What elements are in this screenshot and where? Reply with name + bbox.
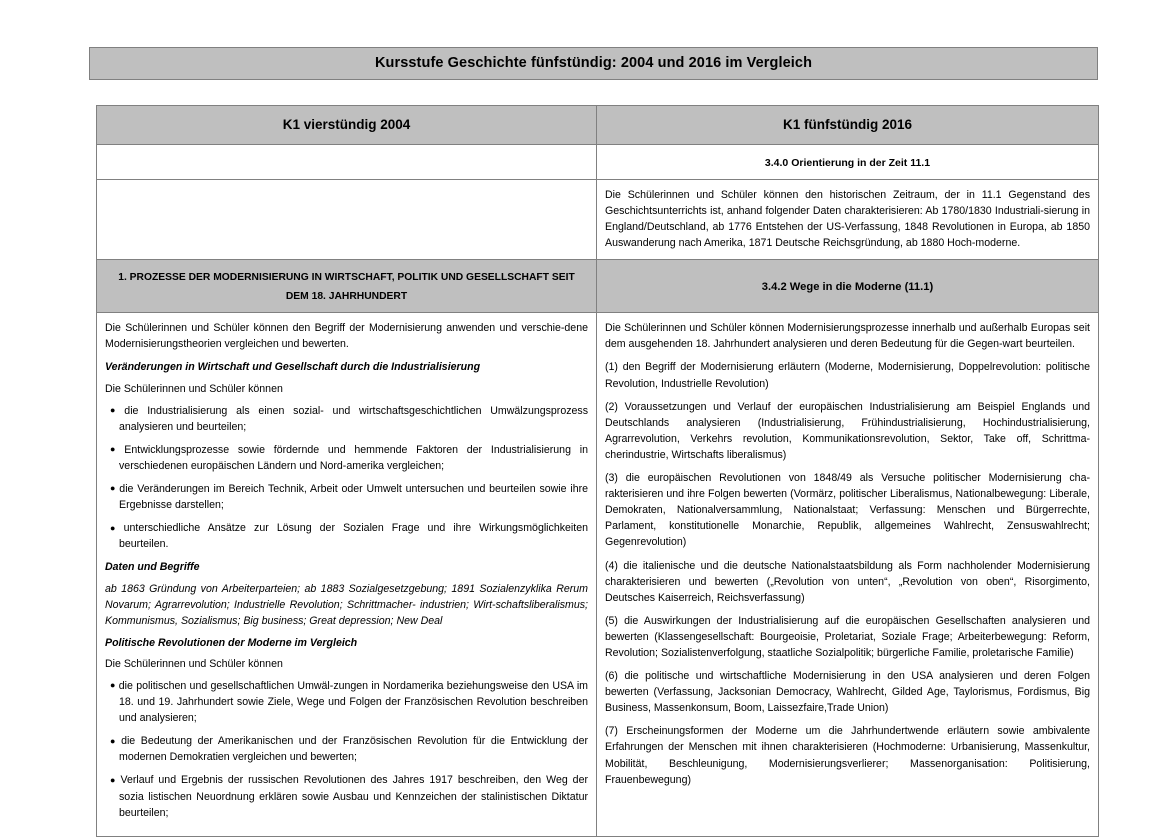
- left-bullet-1-text: die Industrialisierung als einen sozial- und wirtschaftsgeschichtlichen Umwälzungsprozess analysieren und beurteilen;: [119, 404, 589, 433]
- bullet-dot-icon: ●: [110, 483, 117, 494]
- orientierung-left-empty-cell: [97, 145, 597, 180]
- section-band-right: 3.4.2 Wege in die Moderne (11.1): [761, 280, 934, 293]
- left-bullet-7: [105, 772, 588, 820]
- right-item-1: (1) den Begriff der Modernisierung erläutern (Moderne, Modernisierung, Doppelrevolution: politische Revolution, Industrielle Revolution): [605, 361, 1090, 390]
- left-daten-text: ab 1863 Gründung von Arbeiterparteien; ab 1883 Sozialgesetzgebung; 1891 Sozialenzyklika Rerum Novarum; Agrarrevolution; Industrielle Revolution; Schrittmacher- industrien; Wirt-schaftsliberalismus; Kommunismus, Sozialismus; Big business; Great depression; New Deal: [105, 582, 588, 627]
- left-bullet-2: [105, 442, 588, 474]
- column-header-left-cell: [97, 106, 597, 145]
- orientierung-heading: 3.4.0 Orientierung in der Zeit 11.1: [764, 157, 931, 169]
- left-column-content-cell: [97, 313, 597, 836]
- bullet-dot-icon: ●: [110, 680, 116, 691]
- right-item-6: (6) die politische und wirtschaftliche Modernisierung in den USA analysieren und deren Folgen bewerten (Verfassung, Jacksonian Democracy, Wahlrecht, Gilded Age, Taylorismus, Fordismus, Big Business, Massenkonsum, Boom, Laissezfaire,Trade Union): [605, 670, 1090, 715]
- orientierung-body-left-empty-cell: [97, 180, 597, 260]
- orientierung-body-text: Die Schülerinnen und Schüler können den historischen Zeitraum, der in 11.1 Gegenstand des Geschichtsunterrichts ist, anhand folgender Daten charakterisieren: Ab 1780/1830 Industriali-sierung in England/Deutschland, ab 1776 Entstehen der US-Verfassung, 1848 Revolutionen in Europa, ab 1850 Auswanderung nach Amerika, 1871 Deutsche Reichsgründung, ab 1880 Hoch-moderne.: [605, 189, 1090, 250]
- bullet-dot-icon: ●: [110, 774, 118, 785]
- left-bullet-3: [105, 481, 588, 513]
- left-lead-2: Die Schülerinnen und Schüler können: [105, 657, 283, 670]
- left-intro: Die Schülerinnen und Schüler können den Begriff der Modernisierung anwenden und verschie-dene Modernisierungstheorien vergleichen und bewerten.: [105, 322, 588, 351]
- right-item-2: (2) Voraussetzungen und Verlauf der europäischen Industrialisierung am Beispiel Englands und Deutschlands analysieren (Industrialisierung, Frühindustrialisierung, Hochindustrialisierung, Agrarrevolution, Verkehrs revolution, Kommunikationsrevolution, Sektor, Take off, Schrittma-cherindustrie, Wirtschafts liberalismus): [605, 400, 1090, 461]
- column-header-left: K1 vierstündig 2004: [282, 117, 411, 132]
- document-title-banner: [89, 47, 1098, 80]
- left-bullet-6-text: die Bedeutung der Amerikanischen und der Französischen Revolution für die Entwicklung der modernen Demokratien vergleichen und bewerten;: [119, 735, 588, 764]
- section-band-left: 1. PROZESSE DER MODERNISIERUNG IN WIRTSCHAFT, POLITIK UND GESELLSCHAFT SEIT DEM 18. JAHRHUNDERT: [118, 272, 575, 303]
- table-row-orientierung-body: [97, 180, 1099, 260]
- left-bullet-5: [105, 678, 588, 726]
- column-header-right-cell: [597, 106, 1099, 145]
- document-title: Kursstufe Geschichte fünfstündig: 2004 und 2016 im Vergleich: [374, 55, 813, 72]
- left-heading-1: Veränderungen in Wirtschaft und Gesellschaft durch die Industrialisierung: [105, 361, 481, 374]
- right-item-4: (4) die italienische und die deutsche Nationalstaatsbildung als Form nachholender Modernisierung charakterisieren und bewerten („Revolution von unten“, „Revolution von oben“, Risorgimento, Deutsches Kaiserreich, Reichsverfassung): [605, 559, 1090, 604]
- right-intro: Die Schülerinnen und Schüler können Modernisierungsprozesse innerhalb und außerhalb Europas seit dem ausgehenden 18. Jahrhundert analysieren und deren Bedeutung für die Gegen-wart beurteilen.: [605, 322, 1090, 351]
- left-bullet-4-text: unterschiedliche Ansätze zur Lösung der Sozialen Frage und ihre Wirkungsmöglichkeiten beurteilen.: [119, 522, 588, 551]
- section-band-left-cell: [97, 260, 597, 313]
- orientierung-right-heading-cell: [597, 145, 1099, 180]
- bullet-dot-icon: ●: [110, 522, 121, 533]
- left-bullet-5-text: die politischen und gesellschaftlichen Umwäl-zungen in Nordamerika beziehungsweise den USA im 18. und 19. Jahrhundert sowie Ziele, Wege und Folgen der Französischen Revolution beschreiben und analysieren;: [118, 679, 588, 725]
- section-band-right-cell: [597, 260, 1099, 313]
- left-bullet-1: [105, 403, 588, 435]
- left-bullet-2-text: Entwicklungsprozesse sowie fördernde und hemmende Faktoren der Industrialisierung in verschiedenen europäischen Ländern und Nord-amerika vergleichen;: [119, 443, 589, 472]
- table-row-main-content: [97, 313, 1099, 836]
- column-header-right: K1 fünfstündig 2016: [782, 117, 912, 132]
- left-heading-2: Daten und Begriffe: [105, 561, 200, 574]
- right-item-3: (3) die europäischen Revolutionen von 1848/49 als Versuche politischer Modernisierung cha-rakterisieren und ihre Folgen bewerten (Vormärz, politischer Liberalismus, Nationalbewegung: Liberale, Demokraten, Nationalversammlung, Nationalstaat; Verfassung: Menschen und Bürgerrechte, Parlament, konstitutionelle Monarchie, Republik, allgemeines Wahlrecht, Zensuswahlrecht; Gegenrevolution): [605, 472, 1090, 549]
- bullet-dot-icon: ●: [110, 405, 122, 416]
- bullet-dot-icon: ●: [110, 735, 119, 746]
- left-bullet-7-text: Verlauf und Ergebnis der russischen Revolutionen des Jahres 1917 beschreiben, den Weg der sozia listischen Neuordnung erklären sowie Ausbau und Kennzeichen der stalinistischen Diktatur beurteilen;: [119, 774, 588, 819]
- left-lead-1: Die Schülerinnen und Schüler können: [105, 382, 283, 395]
- right-item-5: (5) die Auswirkungen der Industrialisierung auf die europäischen Gesellschaften analysieren und bewerten (Klassengesellschaft: Bourgeoisie, Proletariat, Soziale Frage; Arbeiterbewegung: Reform, Revolution; Sozialistenverfolgung, staatliche Sozialpolitik; bürgerliche Familie, proletarische Familie): [605, 614, 1090, 659]
- bullet-dot-icon: ●: [110, 444, 122, 455]
- right-column-content-cell: [597, 313, 1099, 836]
- left-bullet-6: [105, 733, 588, 765]
- right-item-7: (7) Erscheinungsformen der Moderne um die Jahrhundertwende erläutern sowie ambivalente Erfahrungen der Menschen mit ihnen charakterisieren (Hochmoderne: Urbanisierung, Massenkultur, Mobilität, Beschleunigung, Modernisierungsverlierer; Massenorganisation: Politisierung, Frauenbewegung): [605, 725, 1090, 786]
- table-row-orientierung-heading: [97, 145, 1099, 180]
- orientierung-body-right-cell: [597, 180, 1099, 260]
- table-row-column-headers: [97, 106, 1099, 145]
- table-row-section-band: [97, 260, 1099, 313]
- left-bullet-3-text: die Veränderungen im Bereich Technik, Arbeit oder Umwelt untersuchen und beurteilen sowie ihre Ergebnisse darstellen;: [119, 483, 589, 512]
- left-heading-3: Politische Revolutionen der Moderne im Vergleich: [105, 636, 358, 649]
- left-bullet-4: [105, 520, 588, 552]
- comparison-table: [96, 105, 1099, 837]
